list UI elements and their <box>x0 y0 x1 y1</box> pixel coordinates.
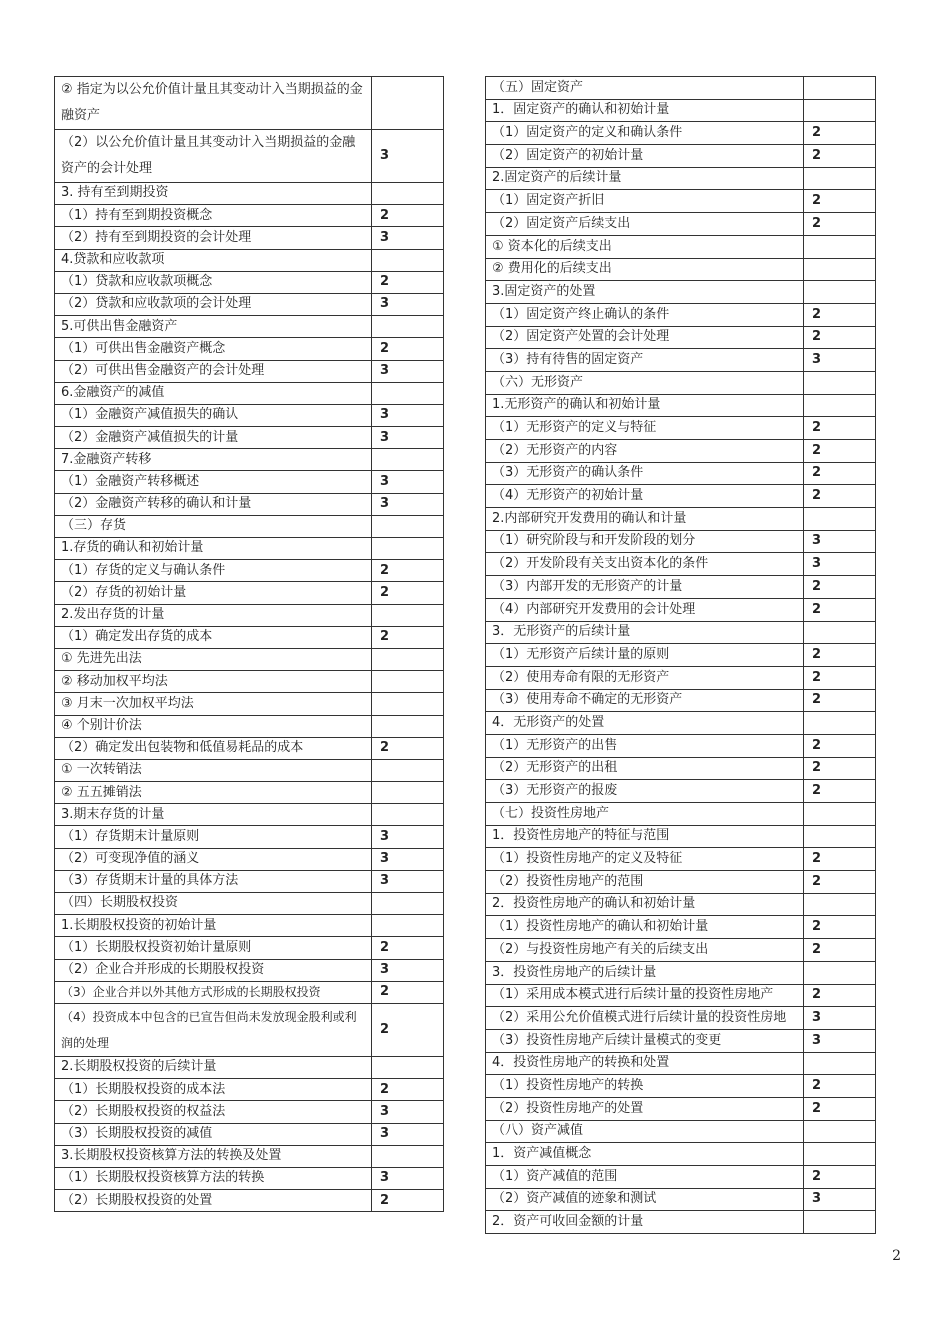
syllabus-row <box>55 782 444 804</box>
topic-cell: （1）投资性房地产的确认和初始计量 <box>486 916 804 939</box>
topic-cell: 3.长期股权投资核算方法的转换及处置 <box>55 1145 372 1167</box>
syllabus-row <box>486 598 876 621</box>
topic-cell: 2.长期股权投资的后续计量 <box>55 1056 372 1078</box>
level-cell: 2 <box>804 190 876 213</box>
syllabus-row <box>486 530 876 553</box>
topic-cell: （1）持有至到期投资概念 <box>55 205 372 227</box>
level-cell: 3 <box>372 1123 444 1145</box>
level-cell <box>804 99 876 122</box>
topic-cell: （2）使用寿命有限的无形资产 <box>486 666 804 689</box>
syllabus-row <box>486 1075 876 1098</box>
topic-cell: （1）无形资产的定义与特征 <box>486 417 804 440</box>
topic-cell: （2）贷款和应收款项的会计处理 <box>55 293 372 315</box>
syllabus-row <box>486 326 876 349</box>
syllabus-row <box>55 1003 444 1056</box>
level-cell: 2 <box>804 757 876 780</box>
topic-cell: 1．投资性房地产的特征与范围 <box>486 825 804 848</box>
syllabus-row <box>55 205 444 227</box>
topic-cell: （1）确定发出存货的成本 <box>55 626 372 648</box>
topic-cell: （1）贷款和应收款项概念 <box>55 271 372 293</box>
level-cell: 2 <box>372 205 444 227</box>
level-cell <box>804 1120 876 1143</box>
syllabus-row <box>55 77 444 130</box>
topic-cell: （八）资产减值 <box>486 1120 804 1143</box>
topic-cell: ② 五五摊销法 <box>55 782 372 804</box>
topic-cell: 1.长期股权投资的初始计量 <box>55 915 372 937</box>
level-cell <box>372 671 444 693</box>
topic-cell: （2）无形资产的出租 <box>486 757 804 780</box>
syllabus-row <box>55 959 444 981</box>
topic-cell: （2）与投资性房地产有关的后续支出 <box>486 939 804 962</box>
topic-cell: ③ 月末一次加权平均法 <box>55 693 372 715</box>
level-cell: 2 <box>804 122 876 145</box>
level-cell <box>372 604 444 626</box>
topic-cell: （3）长期股权投资的减值 <box>55 1123 372 1145</box>
topic-cell: （1）存货期末计量原则 <box>55 826 372 848</box>
level-cell: 3 <box>804 1188 876 1211</box>
level-cell <box>804 961 876 984</box>
level-cell <box>372 648 444 670</box>
syllabus-row <box>486 394 876 417</box>
syllabus-row <box>55 471 444 493</box>
level-cell <box>372 759 444 781</box>
topic-cell: （1）长期股权投资的成本法 <box>55 1079 372 1101</box>
syllabus-row <box>486 1166 876 1189</box>
syllabus-row <box>55 538 444 560</box>
topic-cell: 1．资产减值概念 <box>486 1143 804 1166</box>
level-cell <box>372 782 444 804</box>
syllabus-row <box>55 338 444 360</box>
topic-cell: 1．固定资产的确认和初始计量 <box>486 99 804 122</box>
level-cell: 3 <box>804 553 876 576</box>
left-syllabus-body <box>55 77 444 1212</box>
topic-cell: （2）无形资产的内容 <box>486 440 804 463</box>
topic-cell: （2）开发阶段有关支出资本化的条件 <box>486 553 804 576</box>
syllabus-row <box>486 440 876 463</box>
topic-cell: （2）金融资产减值损失的计量 <box>55 427 372 449</box>
syllabus-row <box>55 848 444 870</box>
syllabus-row <box>55 1190 444 1212</box>
syllabus-row <box>486 1007 876 1030</box>
syllabus-row <box>486 235 876 258</box>
syllabus-row <box>55 130 444 183</box>
topic-cell: （1）研究阶段与和开发阶段的划分 <box>486 530 804 553</box>
syllabus-row <box>486 417 876 440</box>
topic-cell: （1）可供出售金融资产概念 <box>55 338 372 360</box>
topic-cell: （3）投资性房地产后续计量模式的变更 <box>486 1029 804 1052</box>
level-cell: 2 <box>804 916 876 939</box>
syllabus-row <box>55 759 444 781</box>
level-cell: 2 <box>804 145 876 168</box>
topic-cell: 6.金融资产的减值 <box>55 382 372 404</box>
syllabus-row <box>55 1056 444 1078</box>
level-cell: 2 <box>804 734 876 757</box>
level-cell: 3 <box>372 404 444 426</box>
topic-cell: （2）可变现净值的涵义 <box>55 848 372 870</box>
topic-cell: （1）金融资产减值损失的确认 <box>55 404 372 426</box>
level-cell <box>804 803 876 826</box>
level-cell <box>372 316 444 338</box>
level-cell: 2 <box>804 598 876 621</box>
topic-cell: ② 费用化的后续支出 <box>486 258 804 281</box>
level-cell: 3 <box>372 130 444 183</box>
level-cell <box>372 1056 444 1078</box>
syllabus-row <box>486 984 876 1007</box>
syllabus-row <box>486 757 876 780</box>
level-cell: 2 <box>804 1075 876 1098</box>
topic-cell: （1）固定资产终止确认的条件 <box>486 303 804 326</box>
level-cell: 2 <box>804 417 876 440</box>
level-cell: 2 <box>372 626 444 648</box>
syllabus-row <box>486 893 876 916</box>
level-cell: 2 <box>372 1079 444 1101</box>
level-cell <box>372 382 444 404</box>
level-cell <box>804 712 876 735</box>
syllabus-row <box>55 981 444 1003</box>
topic-cell: 4.贷款和应收款项 <box>55 249 372 271</box>
syllabus-row <box>486 281 876 304</box>
syllabus-row <box>486 1211 876 1234</box>
topic-cell: ① 一次转销法 <box>55 759 372 781</box>
topic-cell: （3）企业合并以外其他方式形成的长期股权投资 <box>55 981 372 1003</box>
topic-cell: 1.无形资产的确认和初始计量 <box>486 394 804 417</box>
syllabus-row <box>55 227 444 249</box>
syllabus-row <box>55 671 444 693</box>
level-cell: 2 <box>372 271 444 293</box>
syllabus-row <box>486 349 876 372</box>
syllabus-row <box>486 303 876 326</box>
syllabus-row <box>55 560 444 582</box>
topic-cell: 1.存货的确认和初始计量 <box>55 538 372 560</box>
topic-cell: （2）持有至到期投资的会计处理 <box>55 227 372 249</box>
syllabus-row <box>486 689 876 712</box>
level-cell: 2 <box>804 462 876 485</box>
topic-cell: （3）使用寿命不确定的无形资产 <box>486 689 804 712</box>
topic-cell: （2）存货的初始计量 <box>55 582 372 604</box>
topic-cell: （1）长期股权投资初始计量原则 <box>55 937 372 959</box>
topic-cell: （2）以公允价值计量且其变动计入当期损益的金融资产的会计处理 <box>55 130 372 183</box>
topic-cell: （4）内部研究开发费用的会计处理 <box>486 598 804 621</box>
topic-cell: 2.发出存货的计量 <box>55 604 372 626</box>
topic-cell: （2）可供出售金融资产的会计处理 <box>55 360 372 382</box>
right-syllabus-table <box>485 76 876 1234</box>
level-cell: 2 <box>804 666 876 689</box>
syllabus-row <box>486 1188 876 1211</box>
level-cell: 2 <box>804 780 876 803</box>
level-cell <box>372 77 444 130</box>
level-cell: 3 <box>804 349 876 372</box>
level-cell: 2 <box>372 338 444 360</box>
level-cell <box>372 915 444 937</box>
topic-cell: 3．无形资产的后续计量 <box>486 621 804 644</box>
level-cell: 2 <box>804 644 876 667</box>
syllabus-row <box>486 1120 876 1143</box>
level-cell: 2 <box>804 939 876 962</box>
level-cell: 3 <box>372 1167 444 1189</box>
topic-cell: 3. 持有至到期投资 <box>55 183 372 205</box>
topic-cell: （2）固定资产的初始计量 <box>486 145 804 168</box>
level-cell: 2 <box>372 937 444 959</box>
level-cell <box>372 515 444 537</box>
topic-cell: （1）无形资产的出售 <box>486 734 804 757</box>
topic-cell: （1）投资性房地产的转换 <box>486 1075 804 1098</box>
syllabus-row <box>55 293 444 315</box>
level-cell: 2 <box>804 440 876 463</box>
level-cell: 3 <box>804 530 876 553</box>
level-cell <box>372 449 444 471</box>
syllabus-row <box>55 893 444 915</box>
syllabus-row <box>486 939 876 962</box>
topic-cell: （1）长期股权投资核算方法的转换 <box>55 1167 372 1189</box>
syllabus-row <box>55 427 444 449</box>
syllabus-row <box>55 449 444 471</box>
syllabus-row <box>55 316 444 338</box>
level-cell: 2 <box>804 871 876 894</box>
level-cell: 2 <box>804 303 876 326</box>
syllabus-row <box>486 485 876 508</box>
level-cell: 3 <box>804 1029 876 1052</box>
topic-cell: （2）长期股权投资的权益法 <box>55 1101 372 1123</box>
level-cell: 2 <box>372 560 444 582</box>
topic-cell: （1）固定资产折旧 <box>486 190 804 213</box>
syllabus-row <box>486 803 876 826</box>
level-cell <box>804 1143 876 1166</box>
topic-cell: （六）无形资产 <box>486 371 804 394</box>
topic-cell: 3.期末存货的计量 <box>55 804 372 826</box>
syllabus-row <box>55 937 444 959</box>
level-cell: 3 <box>372 959 444 981</box>
syllabus-row <box>486 553 876 576</box>
level-cell: 3 <box>372 1101 444 1123</box>
level-cell <box>804 621 876 644</box>
syllabus-row <box>486 712 876 735</box>
syllabus-row <box>55 648 444 670</box>
topic-cell: 5.可供出售金融资产 <box>55 316 372 338</box>
syllabus-row <box>55 360 444 382</box>
level-cell <box>804 77 876 100</box>
syllabus-row <box>486 621 876 644</box>
syllabus-row <box>55 249 444 271</box>
level-cell: 2 <box>372 1003 444 1056</box>
topic-cell: （1）固定资产的定义和确认条件 <box>486 122 804 145</box>
syllabus-row <box>486 666 876 689</box>
level-cell <box>804 893 876 916</box>
topic-cell: （2）确定发出包装物和低值易耗品的成本 <box>55 737 372 759</box>
level-cell: 3 <box>372 427 444 449</box>
level-cell: 3 <box>372 826 444 848</box>
level-cell <box>804 281 876 304</box>
syllabus-row <box>486 848 876 871</box>
topic-cell: （四）长期股权投资 <box>55 893 372 915</box>
topic-cell: （3）内部开发的无形资产的计量 <box>486 576 804 599</box>
topic-cell: （3）持有待售的固定资产 <box>486 349 804 372</box>
level-cell: 2 <box>372 582 444 604</box>
syllabus-row <box>55 382 444 404</box>
topic-cell: （1）无形资产后续计量的原则 <box>486 644 804 667</box>
syllabus-row <box>55 515 444 537</box>
syllabus-row <box>55 1123 444 1145</box>
level-cell: 3 <box>804 1007 876 1030</box>
syllabus-row <box>486 508 876 531</box>
topic-cell: ② 指定为以公允价值计量且其变动计入当期损益的金融资产 <box>55 77 372 130</box>
syllabus-row <box>55 271 444 293</box>
syllabus-row <box>55 604 444 626</box>
level-cell: 2 <box>804 1097 876 1120</box>
level-cell <box>804 258 876 281</box>
topic-cell: （1）采用成本模式进行后续计量的投资性房地产 <box>486 984 804 1007</box>
topic-cell: 2.固定资产的后续计量 <box>486 167 804 190</box>
level-cell: 2 <box>372 981 444 1003</box>
level-cell: 2 <box>804 689 876 712</box>
syllabus-row <box>486 258 876 281</box>
syllabus-row <box>486 99 876 122</box>
level-cell <box>372 538 444 560</box>
syllabus-row <box>486 371 876 394</box>
topic-cell: ④ 个别计价法 <box>55 715 372 737</box>
topic-cell: （4）无形资产的初始计量 <box>486 485 804 508</box>
level-cell: 3 <box>372 227 444 249</box>
topic-cell: 4．投资性房地产的转换和处置 <box>486 1052 804 1075</box>
right-syllabus-body <box>486 77 876 1234</box>
level-cell: 3 <box>372 493 444 515</box>
syllabus-row <box>486 961 876 984</box>
topic-cell: （2）投资性房地产的范围 <box>486 871 804 894</box>
topic-cell: 3．投资性房地产的后续计量 <box>486 961 804 984</box>
topic-cell: ① 先进先出法 <box>55 648 372 670</box>
level-cell <box>804 1211 876 1234</box>
syllabus-row <box>55 626 444 648</box>
level-cell <box>372 893 444 915</box>
topic-cell: （2）投资性房地产的处置 <box>486 1097 804 1120</box>
syllabus-row <box>55 1101 444 1123</box>
level-cell <box>372 715 444 737</box>
syllabus-row <box>55 804 444 826</box>
topic-cell: （三）存货 <box>55 515 372 537</box>
level-cell: 2 <box>804 1166 876 1189</box>
topic-cell: （2）企业合并形成的长期股权投资 <box>55 959 372 981</box>
topic-cell: （3）无形资产的确认条件 <box>486 462 804 485</box>
syllabus-row <box>55 404 444 426</box>
syllabus-row <box>486 77 876 100</box>
level-cell: 2 <box>804 848 876 871</box>
topic-cell: 7.金融资产转移 <box>55 449 372 471</box>
topic-cell: （2）固定资产处置的会计处理 <box>486 326 804 349</box>
syllabus-row <box>486 1143 876 1166</box>
level-cell <box>804 1052 876 1075</box>
syllabus-row <box>486 1097 876 1120</box>
level-cell: 2 <box>804 485 876 508</box>
syllabus-row <box>55 693 444 715</box>
level-cell: 2 <box>372 737 444 759</box>
level-cell <box>372 183 444 205</box>
level-cell: 3 <box>372 360 444 382</box>
level-cell: 2 <box>804 984 876 1007</box>
topic-cell: （3）无形资产的报废 <box>486 780 804 803</box>
level-cell: 3 <box>372 870 444 892</box>
syllabus-row <box>486 916 876 939</box>
topic-cell: 2．投资性房地产的确认和初始计量 <box>486 893 804 916</box>
level-cell <box>804 508 876 531</box>
syllabus-row <box>486 780 876 803</box>
syllabus-row <box>486 1029 876 1052</box>
topic-cell: （1）存货的定义与确认条件 <box>55 560 372 582</box>
topic-cell: 2.内部研究开发费用的确认和计量 <box>486 508 804 531</box>
syllabus-row <box>486 1052 876 1075</box>
topic-cell: （3）存货期末计量的具体方法 <box>55 870 372 892</box>
topic-cell: （4）投资成本中包含的已宣告但尚未发放现金股利或利润的处理 <box>55 1003 372 1056</box>
topic-cell: （2）长期股权投资的处置 <box>55 1190 372 1212</box>
level-cell <box>804 394 876 417</box>
topic-cell: 3.固定资产的处置 <box>486 281 804 304</box>
topic-cell: （2）金融资产转移的确认和计量 <box>55 493 372 515</box>
syllabus-row <box>55 737 444 759</box>
level-cell <box>804 167 876 190</box>
level-cell: 2 <box>804 576 876 599</box>
topic-cell: （七）投资性房地产 <box>486 803 804 826</box>
syllabus-row <box>486 190 876 213</box>
level-cell <box>372 1145 444 1167</box>
level-cell <box>804 235 876 258</box>
level-cell: 2 <box>804 326 876 349</box>
level-cell <box>372 804 444 826</box>
topic-cell: （1）金融资产转移概述 <box>55 471 372 493</box>
topic-cell: 2．资产可收回金额的计量 <box>486 1211 804 1234</box>
syllabus-row <box>486 825 876 848</box>
syllabus-row <box>486 462 876 485</box>
syllabus-row <box>55 1079 444 1101</box>
syllabus-row <box>55 493 444 515</box>
level-cell: 3 <box>372 848 444 870</box>
topic-cell: （1）资产减值的范围 <box>486 1166 804 1189</box>
syllabus-row <box>55 715 444 737</box>
syllabus-row <box>55 826 444 848</box>
topic-cell: （2）固定资产后续支出 <box>486 213 804 236</box>
level-cell: 3 <box>372 471 444 493</box>
syllabus-row <box>55 183 444 205</box>
level-cell <box>372 249 444 271</box>
syllabus-row <box>486 734 876 757</box>
topic-cell: （2）资产减值的迹象和测试 <box>486 1188 804 1211</box>
syllabus-row <box>55 870 444 892</box>
level-cell: 3 <box>372 293 444 315</box>
syllabus-row <box>55 1145 444 1167</box>
syllabus-row <box>486 167 876 190</box>
level-cell <box>804 825 876 848</box>
topic-cell: ① 资本化的后续支出 <box>486 235 804 258</box>
syllabus-row <box>55 582 444 604</box>
level-cell: 2 <box>372 1190 444 1212</box>
page-number: 2 <box>892 1248 901 1264</box>
level-cell <box>372 693 444 715</box>
syllabus-row <box>486 871 876 894</box>
topic-cell: （五）固定资产 <box>486 77 804 100</box>
syllabus-row <box>55 915 444 937</box>
syllabus-row <box>486 145 876 168</box>
syllabus-row <box>486 644 876 667</box>
syllabus-row <box>486 576 876 599</box>
syllabus-row <box>55 1167 444 1189</box>
topic-cell: 4．无形资产的处置 <box>486 712 804 735</box>
left-syllabus-table <box>54 76 444 1212</box>
level-cell: 2 <box>804 213 876 236</box>
topic-cell: （2）采用公允价值模式进行后续计量的投资性房地 <box>486 1007 804 1030</box>
topic-cell: ② 移动加权平均法 <box>55 671 372 693</box>
topic-cell: （1）投资性房地产的定义及特征 <box>486 848 804 871</box>
syllabus-row <box>486 122 876 145</box>
syllabus-row <box>486 213 876 236</box>
level-cell <box>804 371 876 394</box>
